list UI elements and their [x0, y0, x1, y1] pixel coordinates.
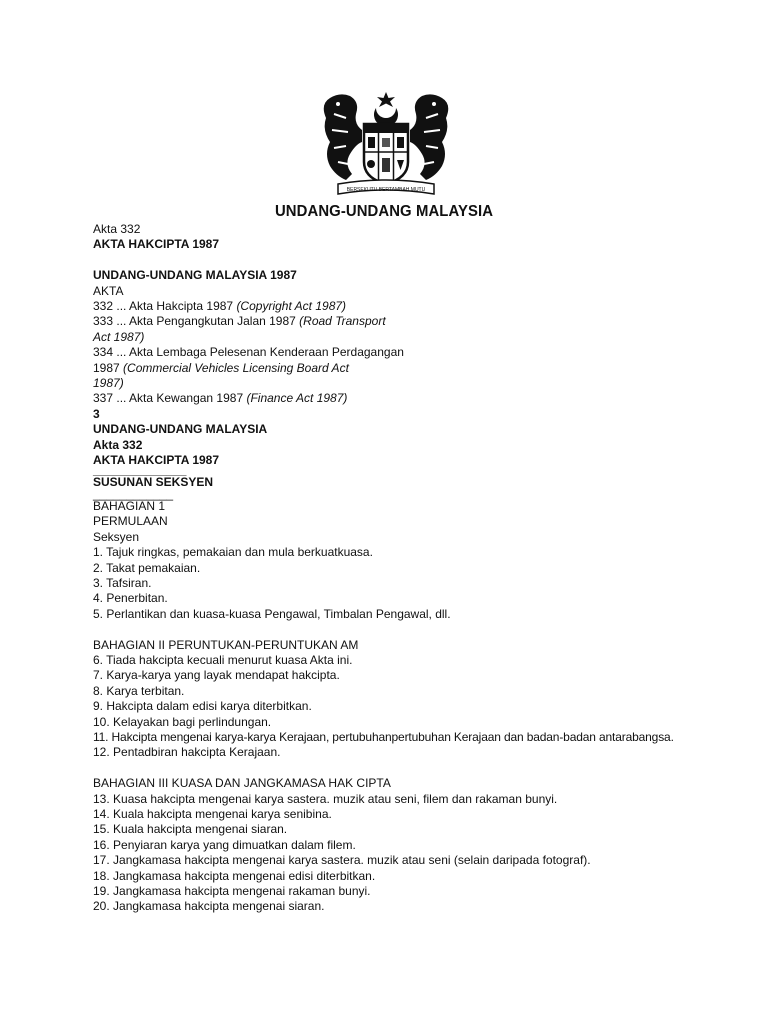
- list-item: 11. Hakcipta mengenai karya-karya Kerajaan, pertubuhanpertubuhan Kerajaan dan badan-badan antarabangsa.: [93, 729, 674, 744]
- section-act-number: Akta 332: [93, 437, 143, 452]
- arrangement-heading: SUSUNAN SEKSYEN: [93, 475, 214, 490]
- act-list-item-cont: 1987 (Commercial Vehicles Licensing Board Act: [93, 360, 349, 375]
- list-item: 19. Jangkamasa hakcipta mengenai rakaman bunyi.: [93, 884, 371, 899]
- part-1-heading: BAHAGIAN 1: [93, 498, 166, 513]
- act-list-item: 337 ... Akta Kewangan 1987 (Finance Act 1987): [93, 391, 348, 406]
- list-item: 8. Karya terbitan.: [93, 683, 185, 698]
- seksyen-label: Seksyen: [93, 529, 140, 544]
- list-item: 5. Perlantikan dan kuasa-kuasa Pengawal, Timbalan Pengawal, dll.: [93, 606, 451, 621]
- main-title: UNDANG-UNDANG MALAYSIA: [274, 203, 494, 220]
- list-item: 17. Jangkamasa hakcipta mengenai karya sastera. muzik atau seni (selain daripada fotograf).: [93, 853, 591, 868]
- page-number: 3: [93, 406, 100, 421]
- list-item: 20. Jangkamasa hakcipta mengenai siaran.: [93, 899, 325, 914]
- part-2-heading: BAHAGIAN II PERUNTUKAN-PERUNTUKAN AM: [93, 637, 359, 652]
- act-list-item: 332 ... Akta Hakcipta 1987 (Copyright Act 1987): [93, 299, 347, 314]
- list-item: 6. Tiada hakcipta kecuali menurut kuasa Akta ini.: [93, 652, 353, 667]
- rule-line: ____________: [93, 486, 174, 501]
- emblem-motto: BERSEKUTU BERTAMBAH MUTU: [346, 187, 426, 193]
- list-item: 4. Penerbitan.: [93, 591, 168, 606]
- section-title: UNDANG-UNDANG MALAYSIA: [93, 422, 268, 437]
- act-number: Akta 332: [93, 222, 141, 236]
- list-item: 16. Penyiaran karya yang dimuatkan dalam filem.: [93, 837, 356, 852]
- part-1-subheading: PERMULAAN: [93, 514, 168, 529]
- akta-label: AKTA: [93, 283, 124, 298]
- act-list-item: 333 ... Akta Pengangkutan Jalan 1987 (Road Transport: [93, 314, 386, 329]
- list-item: 15. Kuala hakcipta mengenai siaran.: [93, 822, 288, 837]
- coat-of-arms-emblem: [316, 84, 456, 198]
- section-act-name: AKTA HAKCIPTA 1987: [93, 453, 220, 468]
- act-name: AKTA HAKCIPTA 1987: [93, 237, 220, 252]
- list-item: 3. Tafsiran.: [93, 575, 152, 590]
- part-3-heading: BAHAGIAN III KUASA DAN JANGKAMASA HAK CIPTA: [93, 776, 391, 791]
- list-item: 7. Karya-karya yang layak mendapat hakcipta.: [93, 668, 340, 683]
- act-list-item-cont: Act 1987): [93, 329, 145, 344]
- rule-line: ______________: [93, 463, 187, 478]
- list-item: 18. Jangkamasa hakcipta mengenai edisi diterbitkan.: [93, 868, 376, 883]
- list-item: 12. Pentadbiran hakcipta Kerajaan.: [93, 745, 281, 760]
- document-body: [93, 222, 753, 915]
- list-item: 10. Kelayakan bagi perlindungan.: [93, 714, 272, 729]
- act-list-item-cont: 1987): [93, 376, 124, 391]
- list-item: 13. Kuasa hakcipta mengenai karya sastera. muzik atau seni, filem dan rakaman bunyi.: [93, 791, 558, 806]
- act-list-item: 334 ... Akta Lembaga Pelesenan Kenderaan Perdagangan: [93, 345, 404, 360]
- list-item: 14. Kuala hakcipta mengenai karya senibina.: [93, 806, 332, 821]
- list-item: 1. Tajuk ringkas, pemakaian dan mula berkuatkuasa.: [93, 545, 373, 560]
- laws-1987-heading: UNDANG-UNDANG MALAYSIA 1987: [93, 268, 297, 283]
- list-item: 9. Hakcipta dalam edisi karya diterbitkan.: [93, 699, 312, 714]
- list-item: 2. Takat pemakaian.: [93, 560, 201, 575]
